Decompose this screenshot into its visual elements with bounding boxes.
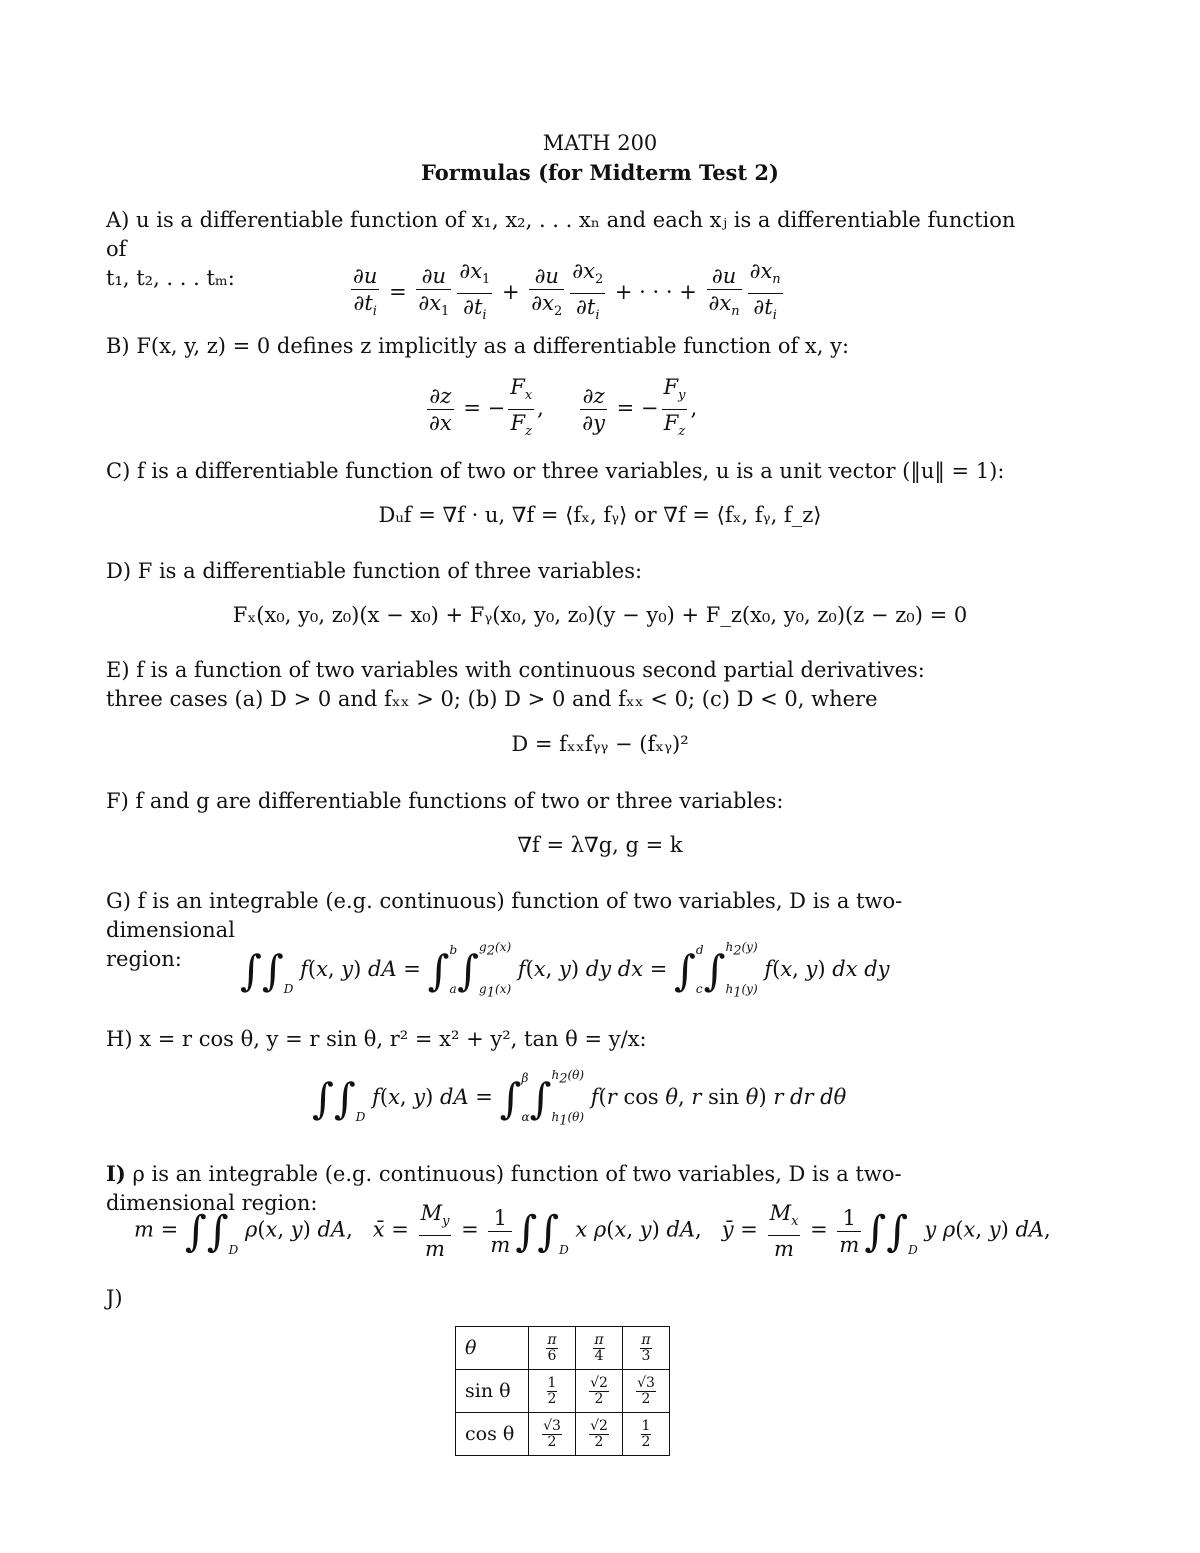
section-g-text-2: region: xyxy=(106,947,182,971)
section-g-text-1: f is an integrable (e.g. continuous) function of two variables, D is a two-dimensional xyxy=(106,889,903,942)
table-cell: $\frac{√2}{2}$ xyxy=(576,1413,623,1456)
section-g-label: G) xyxy=(106,889,131,913)
section-h-text: x = r cos θ, y = r sin θ, r² = x² + y², tan θ = y/x: xyxy=(139,1027,647,1051)
implicit-diff-formula: $\frac{\partial z}{\partial x}$ = − $\frac{F_x}{F_z}$ , $\frac{\partial z}{\partial y}$ = − $\frac{F_y}{F_z}$ , xyxy=(429,375,698,440)
section-c-label: C) xyxy=(106,459,131,483)
trig-table xyxy=(455,1326,670,1456)
section-h xyxy=(106,1025,1024,1054)
section-e xyxy=(106,656,1024,714)
section-b xyxy=(106,332,1024,361)
section-a-text-1: u is a differentiable function of x₁, x₂, . . . xₙ and each xⱼ is a differentiable function of xyxy=(106,208,1016,261)
section-h-label: H) xyxy=(106,1027,133,1051)
section-d-label: D) xyxy=(106,559,132,583)
tangent-plane-formula: Fₓ(x₀, y₀, z₀)(x − x₀) + Fᵧ(x₀, y₀, z₀)(y − y₀) + F_z(x₀, y₀, z₀)(z − z₀) = 0 xyxy=(232,603,968,627)
section-d-text: F is a differentiable function of three variables: xyxy=(137,559,643,583)
section-e-label: E) xyxy=(106,658,130,682)
section-c xyxy=(106,457,1024,486)
section-a-text-2: t₁, t₂, . . . tₘ: xyxy=(106,266,235,290)
section-j xyxy=(106,1284,1024,1313)
table-header-row xyxy=(456,1327,670,1370)
table-header-cell: $\frac{\pi}{3}$ xyxy=(623,1327,670,1370)
page-subtitle: Formulas (for Midterm Test 2) xyxy=(421,160,779,185)
table-cell: $\frac{√3}{2}$ xyxy=(623,1370,670,1413)
lagrange-formula: ∇f = λ∇g, g = k xyxy=(517,833,683,857)
section-i-text: ρ is an integrable (e.g. continuous) function of two variables, D is a two-dimensional region: xyxy=(106,1162,902,1215)
table-cell: $\frac{1}{2}$ xyxy=(529,1370,576,1413)
second-derivative-test-formula: D = fₓₓfᵧᵧ − (fₓᵧ)² xyxy=(511,732,689,756)
section-e-text-1: f is a function of two variables with continuous second partial derivatives: xyxy=(136,658,925,682)
polar-integral-formula: ∫∫ D f(x, y) dA = ∫ β α ∫ $h_2(\theta)$ $h_1(\theta)$ f(r cos θ, r sin θ) r dr dθ xyxy=(312,1068,847,1129)
section-a-label: A) xyxy=(106,208,130,232)
section-e-text-2: three cases (a) D > 0 and fₓₓ > 0; (b) D > 0 and fₓₓ < 0; (c) D < 0, where xyxy=(106,687,878,711)
table-row-label: cos θ xyxy=(456,1413,529,1456)
section-f-text: f and g are differentiable functions of two or three variables: xyxy=(135,789,784,813)
section-i-label: I) xyxy=(106,1161,126,1186)
double-integral-formula: ∫∫ D f(x, y) dA = ∫ b a ∫ $g_2(x)$ $g_1(x)$ f(x, y) dy dx = ∫ d c ∫ $h_2(y)$ $h_1(y)$ f(x, y) dx dy xyxy=(240,940,890,1001)
section-b-text: F(x, y, z) = 0 defines z implicitly as a differentiable function of x, y: xyxy=(136,334,850,358)
section-b-label: B) xyxy=(106,334,130,358)
table-header-cell: θ xyxy=(456,1327,529,1370)
course-title: MATH 200 xyxy=(542,131,658,155)
directional-derivative-formula: Dᵤf = ∇f · u, ∇f = ⟨fₓ, fᵧ⟩ or ∇f = ⟨fₓ, fᵧ, f_z⟩ xyxy=(378,503,822,527)
center-of-mass-formula: m = ∫∫ D ρ(x, y) dA, x̄ = $\frac{M_y}{m}$ = $\frac{1}{m}$ ∫∫ D x ρ(x, y) dA, ȳ = $\frac{M_x}{m}$ = $\frac{1}{m}$ ∫∫ D y ρ(x, y) dA, xyxy=(134,1201,1051,1262)
chain-rule-formula: $\frac{\partial u}{\partial t_i}$ = $\frac{\partial u}{\partial x_1}$ $\frac{\partial x_1}{\partial t_i}$ + $\frac{\partial u}{\partial x_2}$ $\frac{\partial x_2}{\partial t_i}$ + · · · + $\frac{\partial u}{\partial x_n}$ $\frac{\partial x_n}{\partial t_i}$ xyxy=(353,259,781,324)
section-f-label: F) xyxy=(106,789,129,813)
section-f xyxy=(106,787,1024,816)
table-row xyxy=(456,1413,670,1456)
table-cell: $\frac{1}{2}$ xyxy=(623,1413,670,1456)
section-d xyxy=(106,557,1024,586)
table-row xyxy=(456,1370,670,1413)
table-cell: $\frac{√3}{2}$ xyxy=(529,1413,576,1456)
table-row-label: sin θ xyxy=(456,1370,529,1413)
section-j-label: J) xyxy=(106,1286,123,1310)
table-header-cell: $\frac{\pi}{4}$ xyxy=(576,1327,623,1370)
section-c-text: f is a differentiable function of two or three variables, u is a unit vector (‖u‖ = 1): xyxy=(136,459,1005,483)
table-header-cell: $\frac{\pi}{6}$ xyxy=(529,1327,576,1370)
table-cell: $\frac{√2}{2}$ xyxy=(576,1370,623,1413)
